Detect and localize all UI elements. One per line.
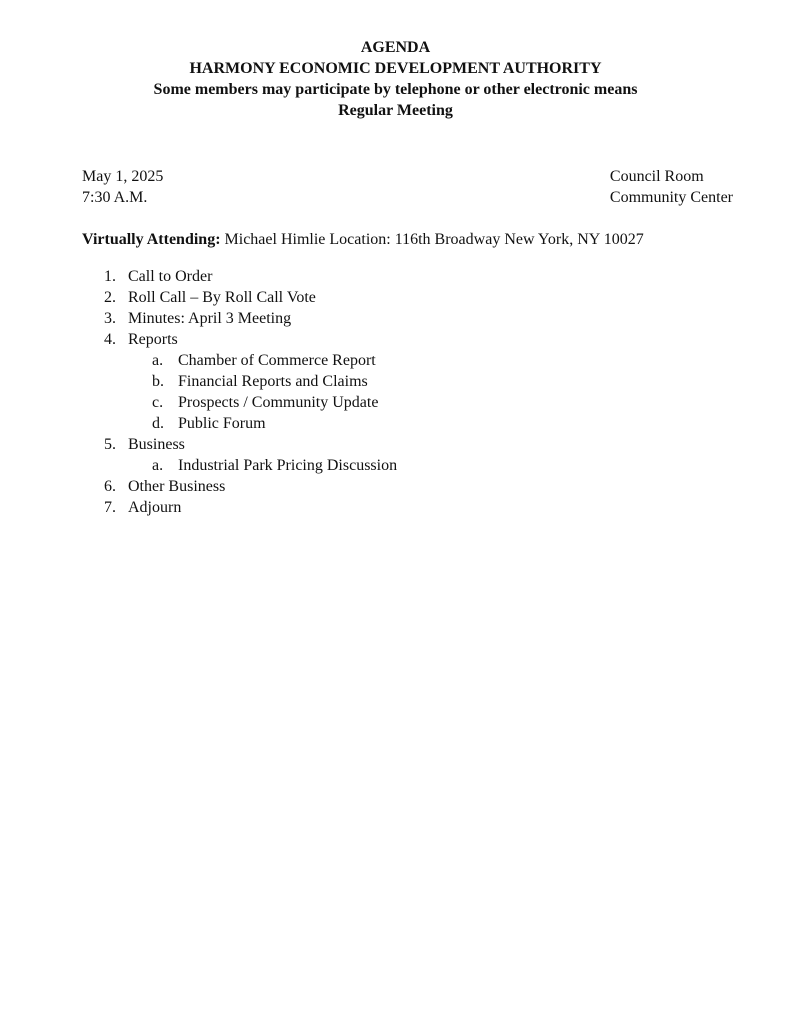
agenda-item (0, 434, 791, 455)
meeting-date: May 1, 2025 (82, 168, 164, 185)
item-marker: 5. (104, 436, 116, 453)
meeting-time: 7:30 A.M. (82, 189, 148, 206)
agenda-item (0, 287, 791, 308)
agenda-subitem (0, 350, 791, 371)
meeting-location (610, 166, 733, 208)
subitem-marker: b. (152, 373, 164, 390)
item-marker: 7. (104, 499, 116, 516)
subitem-text: Chamber of Commerce Report (178, 352, 376, 369)
item-text: Reports (128, 331, 178, 348)
item-text: Other Business (128, 478, 226, 495)
attending-label: Virtually Attending: (82, 231, 221, 248)
subitem-marker: d. (152, 415, 164, 432)
agenda-subitem (0, 455, 791, 476)
attending-details: Michael Himlie Location: 116th Broadway New York, NY 10027 (224, 231, 644, 248)
agenda-item (0, 266, 791, 287)
document-header (0, 0, 791, 121)
agenda-item (0, 308, 791, 329)
item-text: Adjourn (128, 499, 182, 516)
item-text: Roll Call – By Roll Call Vote (128, 289, 316, 306)
agenda-item (0, 476, 791, 497)
item-marker: 3. (104, 310, 116, 327)
subitem-marker: a. (152, 457, 164, 474)
item-marker: 2. (104, 289, 116, 306)
participation-note: Some members may participate by telephone or other electronic means (153, 81, 638, 98)
location-room: Council Room (609, 168, 704, 185)
subitem-text: Prospects / Community Update (178, 394, 379, 411)
agenda-item (0, 497, 791, 518)
agenda-item (0, 329, 791, 350)
subitem-text: Public Forum (178, 415, 266, 432)
agenda-list (0, 266, 791, 518)
item-text: Business (128, 436, 185, 453)
virtual-attendance-line (82, 229, 733, 250)
subitem-text: Industrial Park Pricing Discussion (178, 457, 398, 474)
item-marker: 1. (104, 268, 116, 285)
meeting-type: Regular Meeting (338, 102, 453, 119)
meeting-datetime (82, 166, 163, 208)
organization-name: HARMONY ECONOMIC DEVELOPMENT AUTHORITY (189, 60, 602, 77)
subitem-marker: c. (152, 394, 164, 411)
meeting-info-row (82, 166, 733, 208)
agenda-subitem (0, 371, 791, 392)
subitem-text: Financial Reports and Claims (178, 373, 368, 390)
item-text: Call to Order (128, 268, 213, 285)
location-building: Community Center (609, 189, 733, 206)
item-text: Minutes: April 3 Meeting (128, 310, 292, 327)
item-marker: 4. (104, 331, 116, 348)
document-title: AGENDA (360, 39, 431, 56)
subitem-marker: a. (152, 352, 164, 369)
agenda-subitem (0, 392, 791, 413)
agenda-subitem (0, 413, 791, 434)
item-marker: 6. (104, 478, 116, 495)
